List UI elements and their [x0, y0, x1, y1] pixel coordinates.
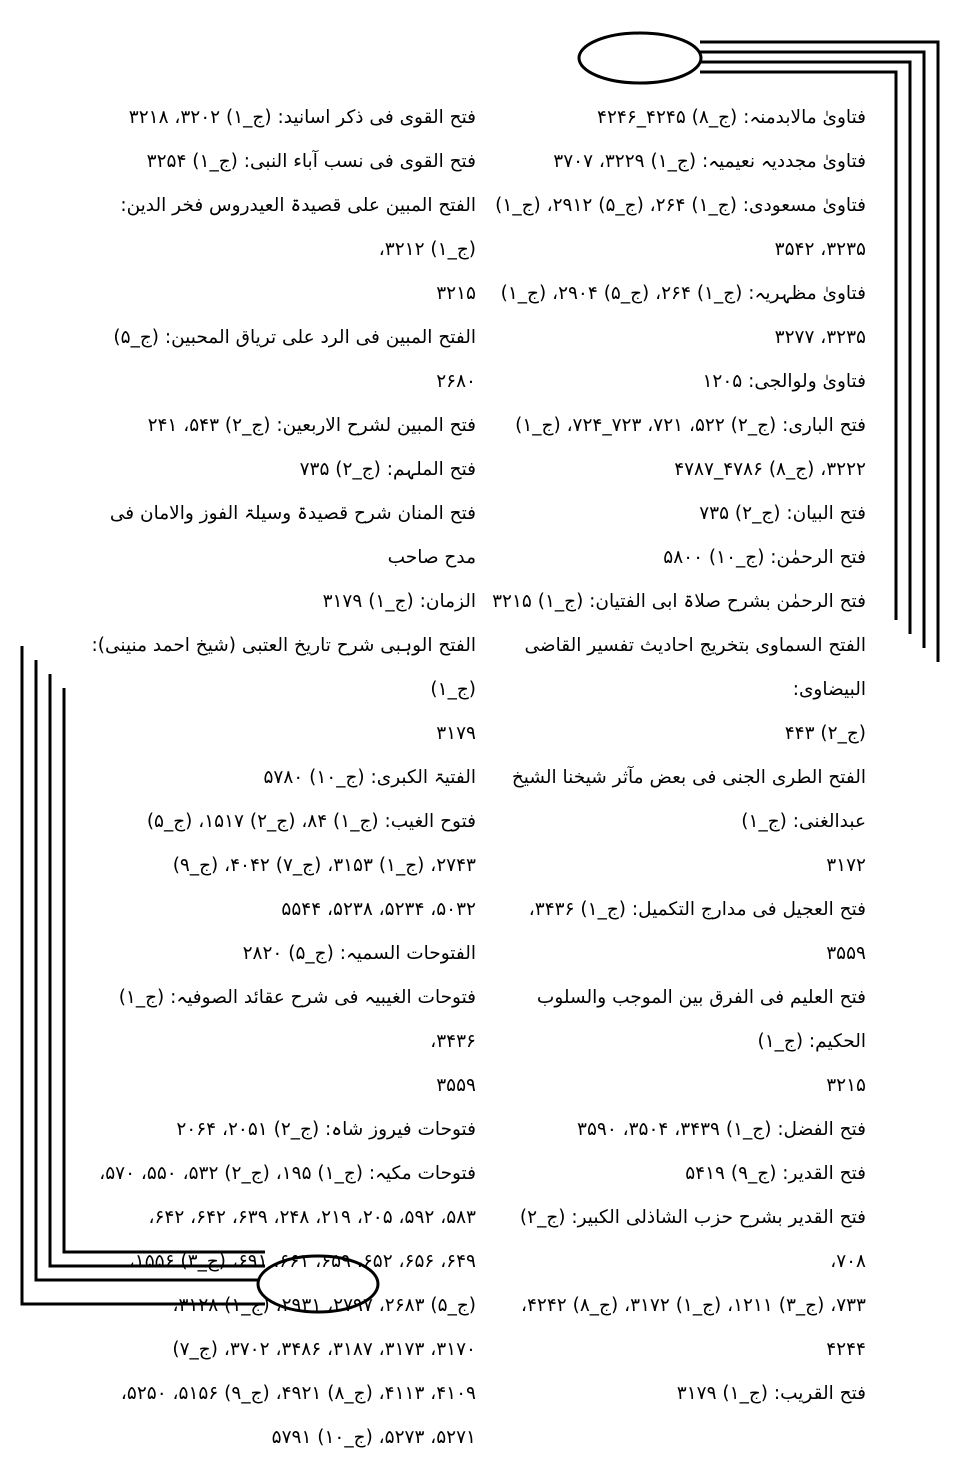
index-entry: ۵۸۳، ۵۹۲، ۲۰۵، ۲۱۹، ۲۴۸، ۶۳۹، ۶۴۲، ۶۴۲،: [148, 1207, 476, 1228]
index-entry: ۳۲۳۵، ۳۵۴۲: [774, 239, 866, 260]
index-entry: فتح العلیم فی الفرق بین الموجب والسلوب الحکیم: (ج_۱): [536, 987, 866, 1052]
index-entry: فتح الملہم: (ج_۲) ۷۳۵: [299, 459, 476, 480]
index-entry: ۳۲۳۵، ۳۲۷۷: [774, 327, 866, 348]
index-entry: فتح القریب: (ج_۱) ۳۱۷۹: [676, 1383, 866, 1404]
index-entry: (ج_۵) ۲۶۸۳، ۲۷۹۷، ۲۹۳۱، (ج_۱) ۳۱۲۸،: [172, 1295, 476, 1316]
index-entry: ۳۱۷۲: [826, 855, 866, 876]
index-entry: فتاویٰ مالابدمنہ: (ج_۸) ۴۲۴۵_۴۲۴۶: [597, 107, 866, 128]
index-entry: فتح القوی فی ذکر اسانید: (ج_۱) ۳۲۰۲، ۳۲۱۸: [128, 107, 476, 128]
index-entry: فتح البیان: (ج_۲) ۷۳۵: [699, 503, 866, 524]
index-entry: فتح العجیل فی مدارج التکمیل: (ج_۱) ۳۴۳۶، ۳۵۵۹: [528, 899, 866, 964]
index-entry: فتاویٰ مسعودی: (ج_۱) ۲۶۴، (ج_۵) ۲۹۱۲، (ج_۱): [495, 195, 866, 216]
index-entry: ۷۳۳، (ج_۳) ۱۲۱۱، (ج_۱) ۳۱۷۲، (ج_۸) ۴۲۴۲،: [521, 1295, 866, 1316]
index-entry: فتاویٰ مجددیہ نعیمیہ: (ج_۱) ۳۲۲۹، ۳۷۰۷: [553, 151, 866, 172]
index-entry: ۵۰۳۲، ۵۲۳۴، ۵۲۳۸، ۵۵۴۴: [281, 899, 476, 920]
index-entry: ۳۲۱۵: [436, 283, 476, 304]
index-entry: فتاویٰ ولوالجی: ۱۲۰۵: [702, 371, 866, 392]
index-entry: فتح المنان شرح قصیدۃ وسیلۃ الفوز والامان فی مدح صاحب: [109, 503, 476, 568]
index-entry: ۳۵۵۹: [436, 1075, 476, 1096]
index-entry: ۳۱۷۰، ۳۱۷۳، ۳۱۸۷، ۳۴۸۶، ۳۷۰۲، (ج_۷): [172, 1339, 476, 1360]
index-entry: الفتح الوہبی شرح تاریخ العتبی (شیخ احمد منینی): (ج_۱): [91, 635, 476, 700]
top-ornament-oval: [579, 33, 701, 83]
index-entry: الفتح المبین علی قصیدۃ العیدروس فخر الدین: (ج_۱) ۳۲۱۲،: [120, 195, 476, 260]
index-entry: فتح القدیر: (ج_۹) ۵۴۱۹: [685, 1163, 866, 1184]
index-entry: فتوحات مکیہ: (ج_۱) ۱۹۵، (ج_۲) ۵۳۲، ۵۵۰، ۵۷۰،: [99, 1163, 476, 1184]
index-entry: فتح الرحمٰن بشرح صلاۃ ابی الفتیان: (ج_۱) ۳۲۱۵: [492, 591, 866, 612]
index-entry: ۳۲۲۲، (ج_۸) ۴۷۸۶_۴۷۸۷: [674, 459, 866, 480]
index-column-right: [488, 96, 866, 1416]
index-entry: فتاویٰ مظہریہ: (ج_۱) ۲۶۴، (ج_۵) ۲۹۰۴، (ج_۱): [500, 283, 866, 304]
index-entry: فتوحات فیروز شاہ: (ج_۲) ۲۰۵۱، ۲۰۶۴: [176, 1119, 476, 1140]
index-entry: فتح القوی فی نسب آباء النبی: (ج_۱) ۳۲۵۴: [146, 151, 476, 172]
index-entry: فتح الرحمٰن: (ج_۱۰) ۵۸۰۰: [663, 547, 866, 568]
index-entry: الفتح الطری الجنی فی بعض مآثر شیخنا الشیخ عبدالغنی: (ج_۱): [511, 767, 866, 832]
index-entry: الزمان: (ج_۱) ۳۱۷۹: [322, 591, 476, 612]
index-entry: الفتوحات السمیہ: (ج_۵) ۲۸۲۰: [242, 943, 476, 964]
index-entry: ۳۱۷۹: [436, 723, 476, 744]
index-entry: فتوح الغیب: (ج_۱) ۸۴، (ج_۲) ۱۵۱۷، (ج_۵): [146, 811, 476, 832]
index-entry: ۴۱۰۹، ۴۱۱۳، (ج_۸) ۴۹۲۱، (ج_۹) ۵۱۵۶، ۵۲۵۰،: [120, 1383, 476, 1404]
index-entry: ۶۴۹، ۶۵۶، ۶۵۲، ۶۵۹، ۶۶۱، ۶۹۱، (ج_۳) ۱۵۵۶،: [128, 1251, 476, 1272]
index-entry: الفتیۃ الکبری: (ج_۱۰) ۵۷۸۰: [263, 767, 476, 788]
index-entry: فتح المبین لشرح الاربعین: (ج_۲) ۵۴۳، ۲۴۱: [147, 415, 476, 436]
index-entry: ۳۲۱۵: [826, 1075, 866, 1096]
index-entry: (ج_۲) ۴۴۳: [784, 723, 866, 744]
index-entry: فتح الفضل: (ج_۱) ۳۴۳۹، ۳۵۰۴، ۳۵۹۰: [577, 1119, 866, 1140]
index-entry: الفتح السماوی بتخریج احادیث تفسیر القاضی البیضاوی:: [524, 635, 866, 700]
index-entry: ۲۷۴۳، (ج_۱) ۳۱۵۳، (ج_۷) ۴۰۴۲، (ج_۹): [172, 855, 476, 876]
index-entry: فتح القدیر بشرح حزب الشاذلی الکبیر: (ج_۲) ۷۰۸،: [519, 1207, 866, 1272]
index-entry: ۵۲۷۱، ۵۲۷۳، (ج_۱۰) ۵۷۹۱: [271, 1427, 476, 1448]
index-entry: فتوحات الغیبیہ فی شرح عقائد الصوفیہ: (ج_۱) ۳۴۳۶،: [118, 987, 476, 1052]
index-entry: ۴۲۴۴: [826, 1339, 866, 1360]
index-entry: الفتح المبین فی الرد علی تریاق المحبین: (ج_۵) ۲۶۸۰: [113, 327, 476, 392]
index-column-left: [78, 96, 476, 1460]
index-entry: فتح الباری: (ج_۲) ۵۲۲، ۷۲۱، ۷۲۳_۷۲۴، (ج_۱): [515, 415, 866, 436]
